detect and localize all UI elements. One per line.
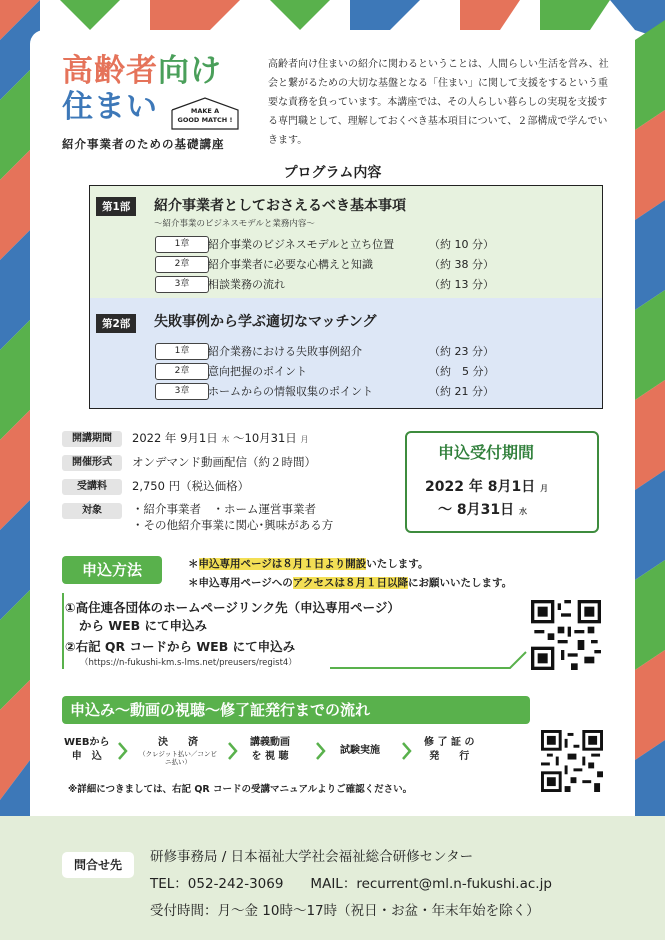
part1-chapter3-text: 相談業務の流れ bbox=[208, 278, 285, 291]
format-value: オンデマンド動画配信（約２時間） bbox=[132, 455, 316, 469]
chevron-right-icon bbox=[228, 742, 238, 760]
title-line2: 住まい bbox=[62, 89, 158, 125]
howto-step1-line2: から WEB にて申込み bbox=[79, 618, 208, 633]
part1-chapter2-no: 2章 bbox=[155, 256, 209, 273]
fee-value: 2,750 円（税込価格） bbox=[132, 479, 250, 493]
make-a-good-match-badge: MAKE A GOOD MATCH ! bbox=[177, 107, 233, 124]
flow-heading: 申込み～動画の視聴～修了証発行までの流れ bbox=[62, 696, 530, 724]
contact-label: 問合せ先 bbox=[62, 852, 134, 878]
day-of-week-badge: 月 bbox=[540, 484, 549, 493]
day-of-week-badge: 木 bbox=[221, 435, 230, 444]
part2-chapter3-time: （約 21 分） bbox=[429, 385, 494, 398]
part1-chapter1-time: （約 10 分） bbox=[429, 238, 494, 251]
howto-label: 申込方法 bbox=[62, 556, 162, 584]
apply-period-heading: 申込受付期間 bbox=[438, 443, 535, 462]
day-of-week-badge: 水 bbox=[518, 507, 527, 516]
flow-step-watch-video: 講義動画 を 視 聴 bbox=[250, 737, 290, 762]
program-part-2 bbox=[89, 298, 603, 409]
format-label: 開催形式 bbox=[62, 455, 122, 471]
howto-step1-line1: ①高住連各団体のホームページリンク先（申込専用ページ） bbox=[65, 600, 400, 615]
contact-hours: 受付時間：月～金 10時～17時（祝日・お盆・年末年始を除く） bbox=[150, 903, 540, 919]
part1-chapter2-time: （約 38 分） bbox=[429, 258, 494, 271]
part2-chapter3-no: 3章 bbox=[155, 383, 209, 400]
part1-subtitle: ～紹介事業のビジネスモデルと業務内容～ bbox=[154, 219, 315, 229]
part2-chapter1-time: （約 23 分） bbox=[429, 345, 494, 358]
flow-step-exam: 試験実施 bbox=[340, 745, 380, 756]
target-line1: ・紹介事業者 ・ホーム運営事業者 bbox=[132, 502, 316, 516]
howto-url[interactable]: （https://n-fukushi-km.s-lms.net/preusers/regist4） bbox=[80, 658, 297, 668]
period-value: 2022 年 9月1日 木 ～10月31日 月 bbox=[132, 431, 309, 445]
chevron-right-icon bbox=[402, 742, 412, 760]
part2-chapter2-time: （約 5 分） bbox=[429, 365, 495, 378]
program-part-1 bbox=[89, 185, 603, 300]
qr-code-manual[interactable] bbox=[541, 730, 603, 792]
contact-tel-mail[interactable]: TEL：052-242-3069 MAIL：recurrent@ml.n-fukushi.ac.jp bbox=[150, 876, 552, 892]
day-of-week-badge: 月 bbox=[300, 435, 309, 444]
howto-note2: ＊申込専用ページへのアクセスは８月１日以降にお願いいたします。 bbox=[188, 577, 513, 589]
chevron-right-icon bbox=[118, 742, 128, 760]
target-label: 対象 bbox=[62, 503, 122, 519]
intro-text: 高齢者向け住まいの紹介に関わるということは、人間らしい生活を営み、社会と繋がるための大切な基盤となる「住まい」に関して支援をするという重要な責務を負っています。本講座では、その人らしい暮らしの実現を支援する専門職として、理解しておくべき基本項目について、２部構成で学んでいきます。 bbox=[268, 59, 609, 146]
apply-period-start: 2022 年 8月1日 月 bbox=[425, 479, 549, 495]
part2-chapter2-no: 2章 bbox=[155, 363, 209, 380]
part1-chapter1-text: 紹介事業のビジネスモデルと立ち位置 bbox=[208, 238, 395, 251]
part1-chapter3-no: 3章 bbox=[155, 276, 209, 293]
part2-chapter1-no: 1章 bbox=[155, 343, 209, 360]
chevron-right-icon bbox=[316, 742, 326, 760]
part1-chapter3-time: （約 13 分） bbox=[429, 278, 494, 291]
title-subtitle: 紹介事業者のための基礎講座 bbox=[62, 137, 225, 151]
qr-code-apply[interactable] bbox=[531, 600, 601, 670]
part2-chapter3-text: ホームからの情報収集のポイント bbox=[208, 385, 373, 398]
flow-step-certificate: 修 了 証 の 発 行 bbox=[424, 737, 475, 762]
target-line2: ・その他紹介事業に関心･興味がある方 bbox=[132, 518, 334, 532]
part1-chapter1-no: 1章 bbox=[155, 236, 209, 253]
howto-note1: ＊申込専用ページは８月１日より開設いたします。 bbox=[188, 558, 429, 570]
flow-step-payment: 決 済 （クレジット払い／コンビニ払い） bbox=[139, 737, 217, 766]
part1-title: 紹介事業者としておさえるべき基本事項 bbox=[154, 198, 406, 214]
flow-detail-note: ※詳細につきましては、右記 QR コードの受講マニュアルよりご確認ください。 bbox=[68, 784, 413, 795]
part2-chapter1-text: 紹介業務における失敗事例紹介 bbox=[208, 345, 362, 358]
flow-step-web-apply: WEBから 申 込 bbox=[64, 737, 110, 762]
apply-period-end: ～ 8月31日 水 bbox=[438, 502, 527, 518]
arrow-decoration bbox=[330, 648, 530, 672]
title-line1: 高齢者向け bbox=[62, 53, 222, 89]
program-heading: プログラム内容 bbox=[283, 165, 382, 181]
part1-badge: 第1部 bbox=[96, 197, 136, 216]
part1-chapter2-text: 紹介事業者に必要な心構えと知識 bbox=[208, 258, 373, 271]
period-label: 開講期間 bbox=[62, 431, 122, 447]
part2-badge: 第2部 bbox=[96, 314, 136, 333]
contact-org: 研修事務局 / 日本福祉大学社会福祉総合研修センター bbox=[150, 849, 474, 865]
part2-title: 失敗事例から学ぶ適切なマッチング bbox=[154, 314, 377, 330]
part2-chapter2-text: 意向把握のポイント bbox=[208, 365, 307, 378]
fee-label: 受講料 bbox=[62, 479, 122, 495]
howto-step2[interactable]: ②右記 QR コードから WEB にて申込み bbox=[65, 639, 296, 654]
